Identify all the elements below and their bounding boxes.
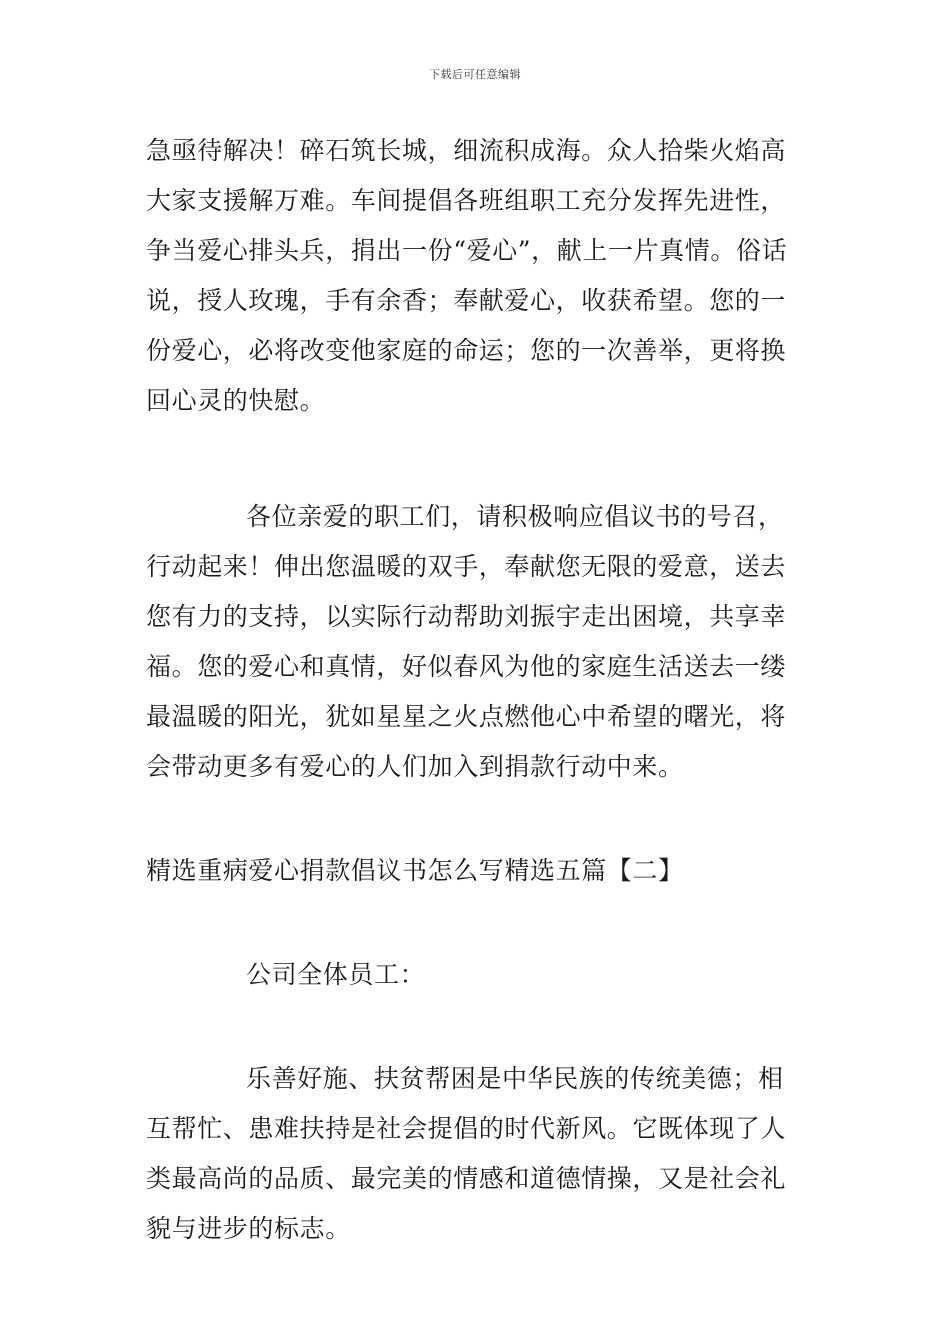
paragraph-1: 急亟待解决！碎石筑长城，细流积成海。众人拾柴火焰高大家支援解万难。车间提倡各班组职工充分发挥先进性，争当爱心排头兵，捐出一份“爱心”，献上一片真情。俗话说，授人玫瑰，手有余香；奉献爱心，收获希望。您的一份爱心，必将改变他家庭的命运；您的一次善举，更将换回心灵的快慰。: [146, 136, 788, 415]
page-header-note: 下载后可任意编辑: [429, 68, 521, 81]
paragraph-3: 乐善好施、扶贫帮困是中华民族的传统美德；相互帮忙、患难扶持是社会提倡的时代新风。它既体现了人类最高尚的品质、最完美的情感和道德情操，又是社会礼貌与进步的标志。: [146, 1064, 787, 1243]
document-body: [146, 126, 806, 1254]
paragraph-spacer: [146, 792, 806, 846]
section-title: 精选重病爱心捐款倡议书怎么写精选五篇【二】: [146, 856, 684, 885]
paragraph-spacer: [146, 896, 806, 950]
paragraph-spacer: [146, 426, 806, 492]
salutation: 公司全体员工：: [246, 960, 426, 989]
paragraph-2: 各位亲爱的职工们，请积极响应倡议书的号召，行动起来！伸出您温暖的双手，奉献您无限的爱意，送去您有力的支持，以实际行动帮助刘振宇走出困境，共享幸福。您的爱心和真情，好似春风为他的家庭生活送去一缕最温暖的阳光，犹如星星之火点燃他心中希望的曙光，将会带动更多有爱心的人们加入到捐款行动中来。: [146, 502, 787, 781]
paragraph-spacer: [146, 1000, 806, 1054]
